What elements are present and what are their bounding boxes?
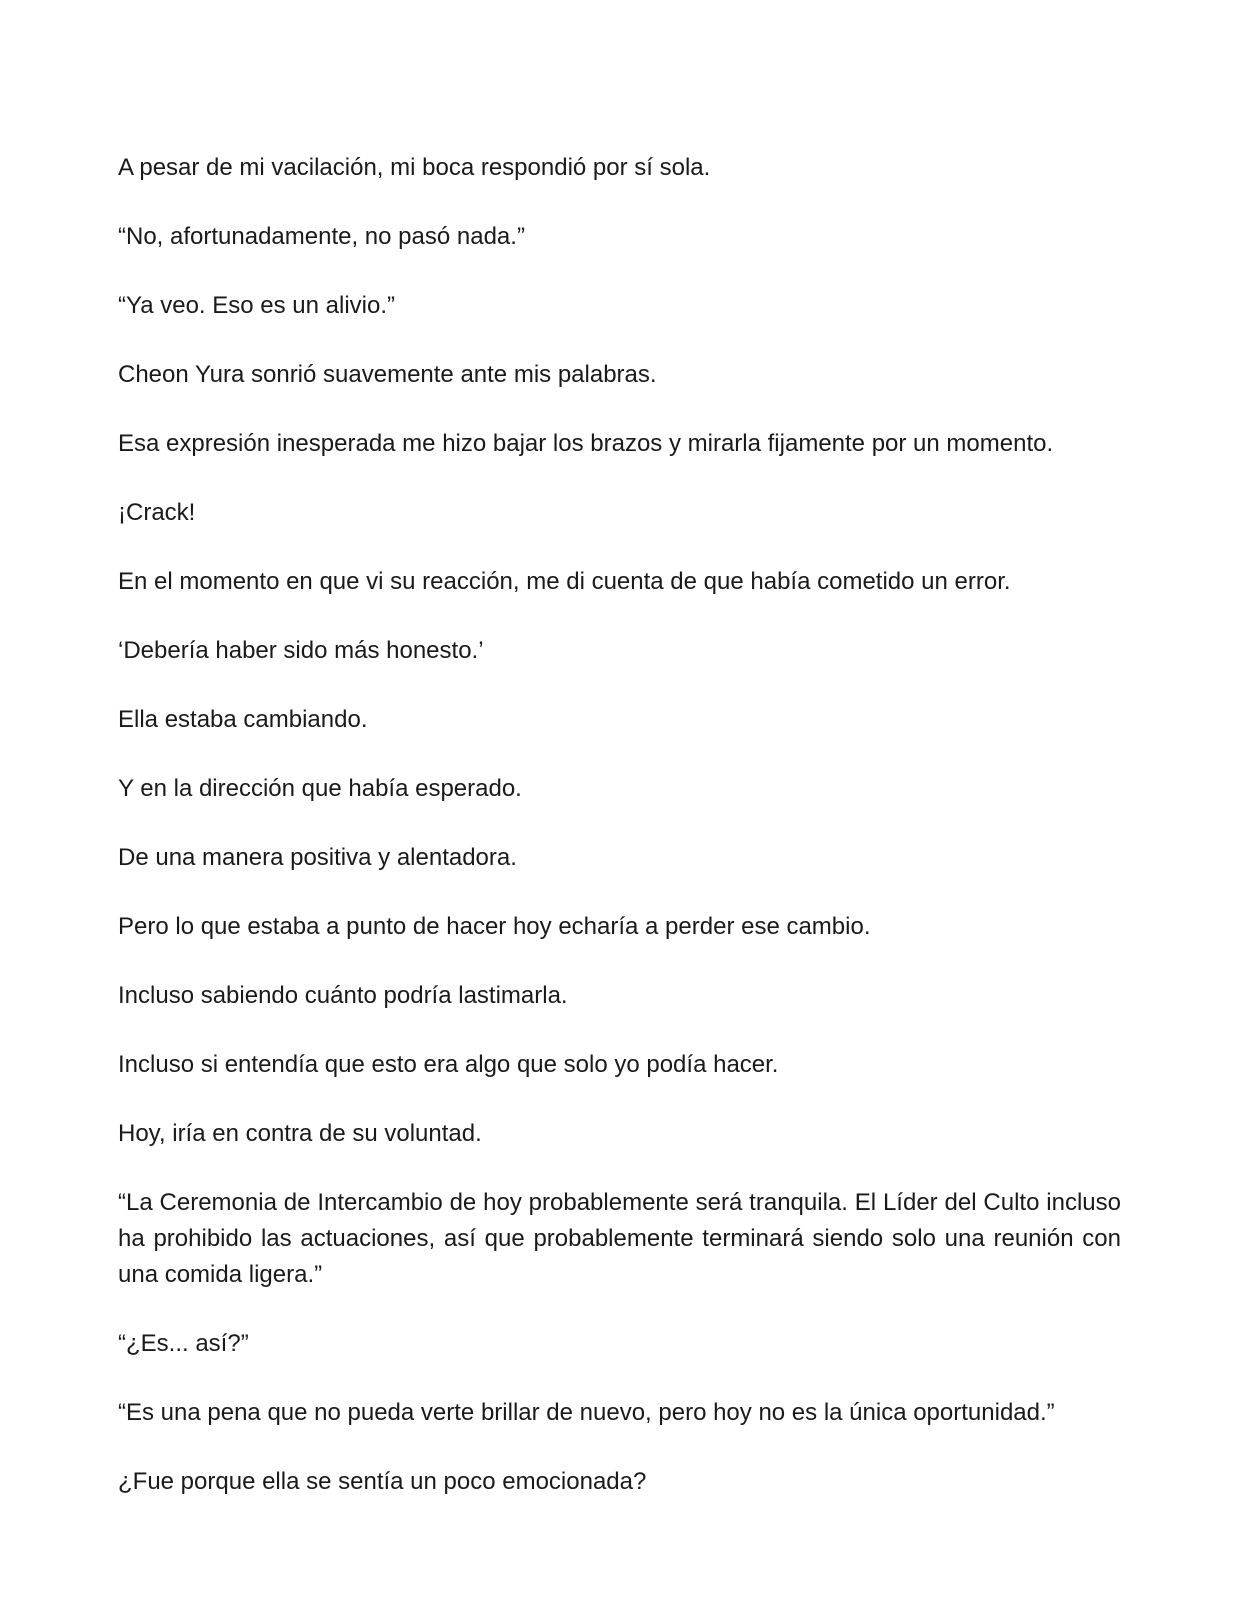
paragraph: Cheon Yura sonrió suavemente ante mis palabras.: [118, 361, 657, 388]
paragraph: Incluso sabiendo cuánto podría lastimarla.: [118, 982, 568, 1009]
paragraph: A pesar de mi vacilación, mi boca respondió por sí sola.: [118, 154, 711, 181]
paragraph: ¿Fue porque ella se sentía un poco emocionada?: [118, 1468, 647, 1495]
paragraph: Incluso si entendía que esto era algo que solo yo podía hacer.: [118, 1051, 779, 1078]
paragraph: “No, afortunadamente, no pasó nada.”: [118, 223, 525, 250]
paragraph: Ella estaba cambiando.: [118, 706, 368, 733]
paragraph: “Es una pena que no pueda verte brillar de nuevo, pero hoy no es la única oportunidad.”: [118, 1399, 1055, 1426]
paragraph: Y en la dirección que había esperado.: [118, 775, 522, 802]
text-body: [118, 150, 1121, 1533]
paragraph: Esa expresión inesperada me hizo bajar los brazos y mirarla fijamente por un momento.: [118, 430, 1054, 457]
paragraph: ‘Debería haber sido más honesto.’: [118, 637, 484, 664]
paragraph: ¡Crack!: [118, 499, 196, 526]
paragraph: “La Ceremonia de Intercambio de hoy probablemente será tranquila. El Líder del Culto incluso ha prohibido las actuaciones, así que probablemente terminará siendo solo una reunión con una comida ligera.”: [118, 1189, 1121, 1288]
paragraph: Hoy, iría en contra de su voluntad.: [118, 1120, 482, 1147]
paragraph: En el momento en que vi su reacción, me di cuenta de que había cometido un error.: [118, 568, 1011, 595]
paragraph: “Ya veo. Eso es un alivio.”: [118, 292, 396, 319]
paragraph: De una manera positiva y alentadora.: [118, 844, 517, 871]
paragraph: Pero lo que estaba a punto de hacer hoy echaría a perder ese cambio.: [118, 913, 871, 940]
paragraph: “¿Es... así?”: [118, 1330, 249, 1357]
